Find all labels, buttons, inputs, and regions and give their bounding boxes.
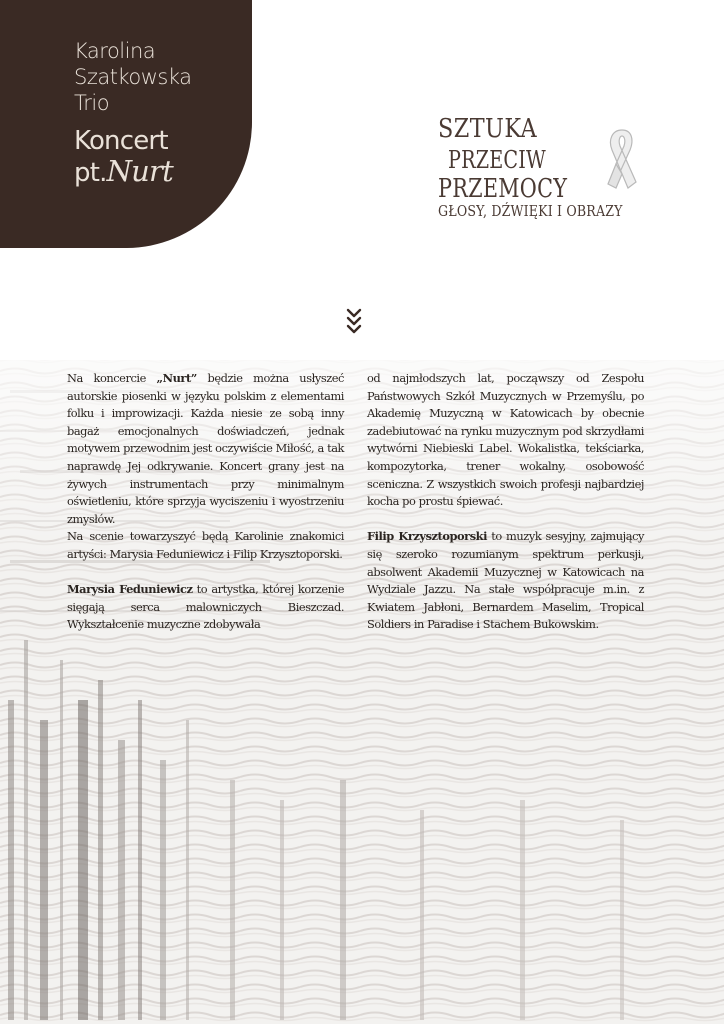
paragraph-filip: [367, 528, 644, 634]
marysia-name: Marysia Feduniewicz: [67, 582, 193, 597]
intro-concert-name: „Nurt”: [156, 371, 197, 385]
marysia-text-a: to artystka, której korzenie sięgają serca malowniczych Bieszczad. Wykształcenie muzyczne zdobywała: [67, 582, 344, 632]
concert-title: [74, 126, 244, 188]
filip-name: Filip Krzysztoporski: [367, 529, 488, 544]
paragraph-marysia: [67, 581, 344, 634]
artist-name-line-1: Karolina: [74, 39, 156, 63]
artist-name-line-2: Szatkowska: [74, 65, 192, 89]
concert-title-name: Nurt: [106, 154, 173, 188]
body-column-left: [67, 370, 344, 634]
chevron-down-icon: [344, 306, 364, 338]
campaign-tagline: GŁOSY, DŹWIĘKI I OBRAZY: [438, 202, 623, 220]
filip-text: to muzyk sesyjny, zajmujący się szeroko rozumianym spektrum perkusji, absolwent Akademii Muzycznej w Katowicach na Wydziale Jazzu. Na stałe współpracuje m.in. z Kwiatem Jabłoni, Bernardem Maselim, Tropical Soldiers in Paradise i Stachem Bukowskim.: [367, 529, 644, 632]
artist-name: [74, 38, 244, 116]
artist-name-line-3: Trio: [74, 91, 110, 115]
campaign-line-2: PRZECIW: [448, 146, 546, 174]
awareness-ribbon-icon: [594, 126, 650, 196]
concert-title-line-2: [74, 156, 244, 188]
body-column-right: [367, 370, 644, 634]
concert-title-prefix: pt.: [74, 158, 107, 188]
paragraph-marysia-continued: od najmłodszych lat, począwszy od Zespołu Państwowych Szkół Muzycznych w Przemyślu, po Akademię Muzyczną w Katowicach by obecnie zadebiutować na rynku muzycznym pod skrzydłami wytwórni Niebieski Label. Wokalistka, tekściarka, kompozytorka, trener wokalny, osobowość sceniczna. Z wszystkich swoich profesji najbardziej kocha po prostu śpiewać.: [367, 371, 644, 509]
intro-text-a: Na koncercie: [67, 371, 157, 385]
paragraph-guests: Na scenie towarzyszyć będą Karolinie znakomici artyści: Marysia Feduniewicz i Filip Krzysztoporski.: [67, 529, 344, 561]
paragraph-spacer: [67, 564, 344, 582]
paragraph-spacer: [367, 511, 644, 529]
campaign-line-3: PRZEMOCY: [438, 174, 568, 204]
campaign-line-1: SZTUKA: [438, 114, 538, 144]
intro-text-b: będzie można usłyszeć autorskie piosenki w języku polskim z elementami folku i improwizacji. Każda niesie ze sobą inny bagaż emocjonalnych doświadczeń, jednak motywem przewodnim jest oczywiście Miłość, a tak naprawdę Jej odkrywanie. Koncert grany jest na żywych instrumentach przy minimalnym oświetleniu, które sprzyja wyciszeniu i wyostrzeniu zmysłów.: [67, 371, 344, 526]
paragraph-intro: [67, 370, 344, 528]
concert-title-line-1: Koncert: [74, 126, 168, 156]
